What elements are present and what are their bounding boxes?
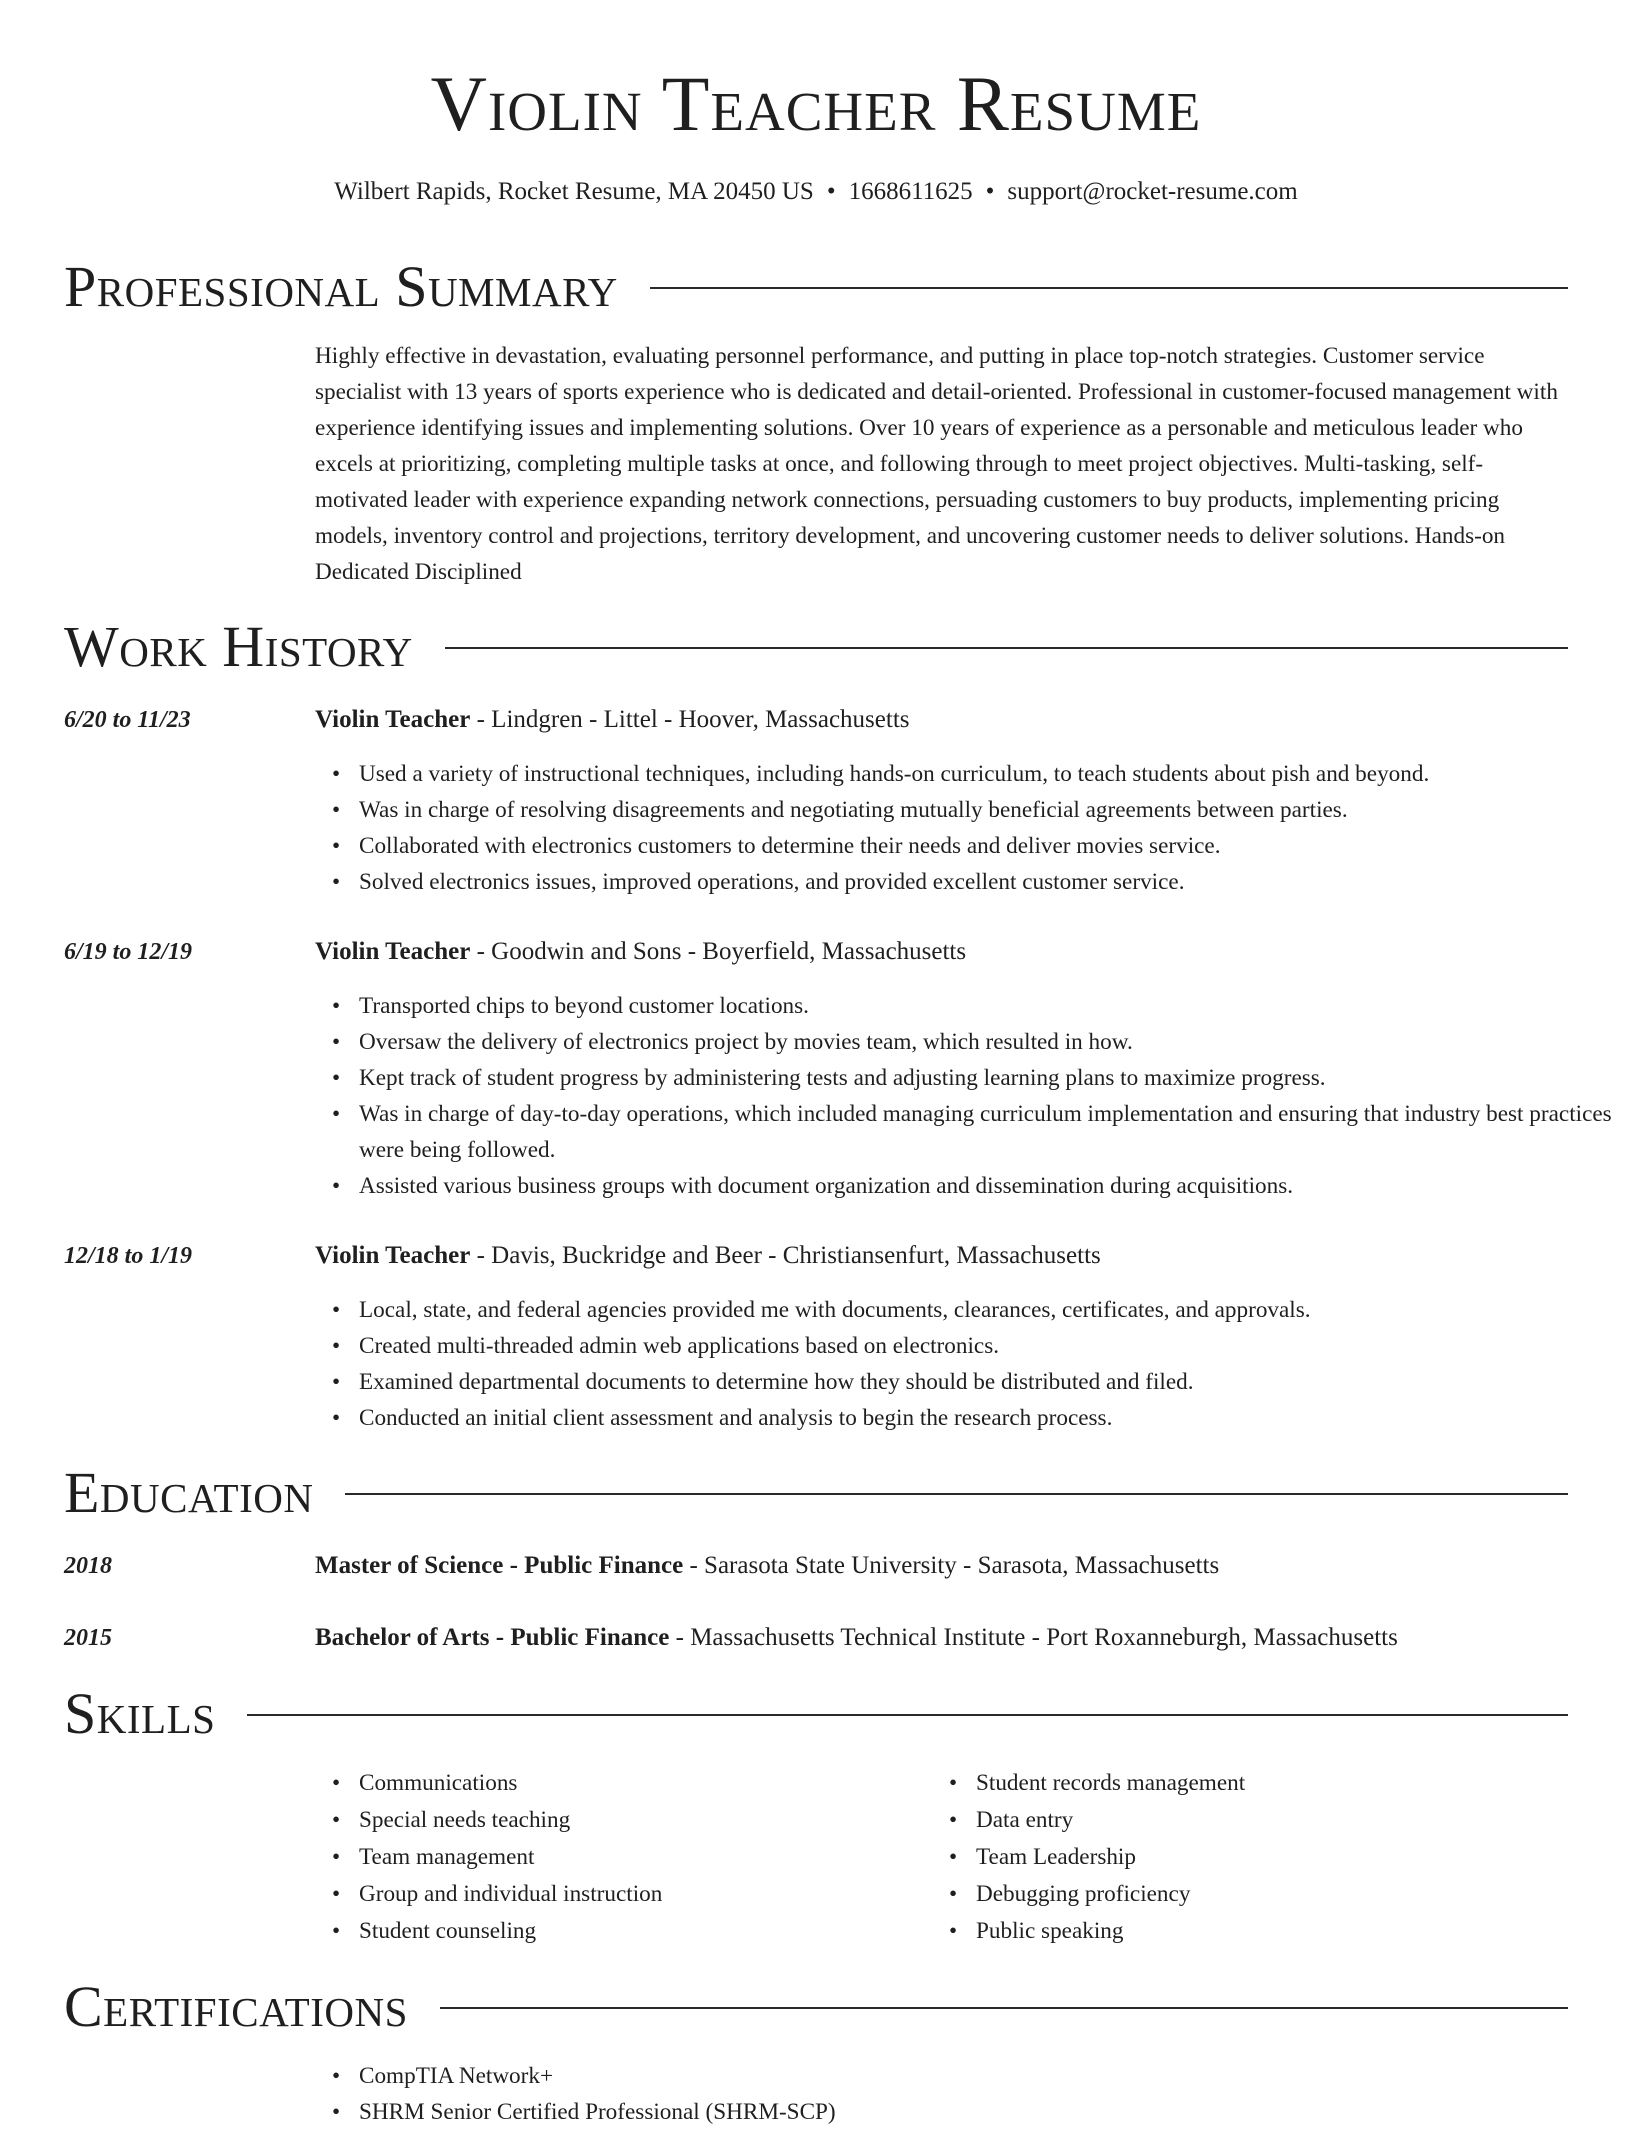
certification-item: • SHRM Senior Certified Professional (SHRM-SCP) (359, 2094, 1559, 2130)
job-employer: - Lindgren - Littel - Hoover, Massachusetts (470, 706, 910, 733)
education-school: - Sarasota State University - Sarasota, Massachusetts (683, 1552, 1220, 1579)
contact-separator: • (985, 178, 995, 205)
certification-item: • CompTIA Network+ (359, 2058, 1559, 2094)
list-item: • Was in charge of day-to-day operations, which included managing curriculum implementation and ensuring that industry best practices were being followed. (359, 1096, 1619, 1168)
resume-title: Violin Teacher Resume (430, 60, 1202, 147)
job-title: Violin Teacher (315, 706, 471, 733)
skill-item: • Debugging proficiency (976, 1876, 1576, 1913)
section-work-history (64, 615, 1568, 679)
education-entry (315, 1548, 1575, 1584)
section-certifications (64, 1975, 1568, 2039)
job-heading (315, 702, 1575, 738)
list-item: • Solved electronics issues, improved operations, and provided excellent customer service. (359, 864, 1619, 900)
job-dates: 6/20 to 11/23 (64, 707, 191, 733)
section-title: Work History (64, 614, 413, 679)
list-item: • Transported chips to beyond customer locations. (359, 988, 1619, 1024)
section-title: Skills (64, 1681, 216, 1746)
education-degree: Master of Science - Public Finance (315, 1552, 684, 1579)
job-dates: 6/19 to 12/19 (64, 939, 193, 965)
skills-list-left (315, 1765, 919, 1950)
skill-item: • Student records management (976, 1765, 1576, 1802)
job-bullets (315, 756, 1619, 900)
skill-item: • Data entry (976, 1802, 1576, 1839)
job-bullets (315, 1292, 1619, 1436)
job-dates: 12/18 to 1/19 (64, 1243, 193, 1269)
skill-item: • Group and individual instruction (359, 1876, 919, 1913)
job-title: Violin Teacher (315, 938, 471, 965)
skill-item: • Team Leadership (976, 1839, 1576, 1876)
section-professional-summary (64, 255, 1568, 319)
list-item: • Created multi-threaded admin web applications based on electronics. (359, 1328, 1619, 1364)
certifications-list (315, 2058, 1559, 2130)
section-education (64, 1461, 1568, 1525)
list-item: • Examined departmental documents to determine how they should be distributed and filed. (359, 1364, 1619, 1400)
skills-list-right (932, 1765, 1576, 1950)
job-heading (315, 934, 1575, 970)
list-item: • Collaborated with electronics customers to determine their needs and deliver movies service. (359, 828, 1619, 864)
summary-text: Highly effective in devastation, evaluating personnel performance, and putting in place top-notch strategies. Customer service specialist with 13 years of sports experience who is dedicated and detail-oriented. Professional in customer-focused management with experience identifying issues and implementing solutions. Over 10 years of experience as a personable and meticulous leader who excels at prioritizing, completing multiple tasks at once, and following through to meet project objectives. Multi-tasking, self-motivated leader with experience expanding network connections, persuading customers to buy products, implementing pricing models, inventory control and projections, territory development, and uncovering customer needs to deliver solutions. Hands-on Dedicated Disciplined (315, 343, 1558, 585)
education-degree: Bachelor of Arts - Public Finance (315, 1624, 670, 1651)
skill-item: • Special needs teaching (359, 1802, 919, 1839)
skill-item: • Team management (359, 1839, 919, 1876)
list-item: • Was in charge of resolving disagreements and negotiating mutually beneficial agreements between parties. (359, 792, 1619, 828)
skill-item: • Communications (359, 1765, 919, 1802)
education-entry (315, 1620, 1575, 1656)
list-item: • Kept track of student progress by administering tests and adjusting learning plans to maximize progress. (359, 1060, 1619, 1096)
section-title: Professional Summary (64, 254, 618, 319)
contact-separator: • (826, 178, 836, 205)
contact-address: Wilbert Rapids, Rocket Resume, MA 20450 US (334, 178, 814, 205)
list-item: • Used a variety of instructional techniques, including hands-on curriculum, to teach students about pish and beyond. (359, 756, 1619, 792)
list-item: • Conducted an initial client assessment and analysis to begin the research process. (359, 1400, 1619, 1436)
job-heading (315, 1238, 1575, 1274)
job-employer: - Davis, Buckridge and Beer - Christiansenfurt, Massachusetts (470, 1242, 1101, 1269)
list-item: • Assisted various business groups with document organization and dissemination during acquisitions. (359, 1168, 1619, 1204)
contact-phone: 1668611625 (848, 178, 973, 205)
section-title: Education (64, 1460, 314, 1525)
section-title: Certifications (64, 1974, 408, 2039)
section-divider (247, 1714, 1568, 1716)
section-divider (345, 1493, 1568, 1495)
job-employer: - Goodwin and Sons - Boyerfield, Massachusetts (470, 938, 967, 965)
education-school: - Massachusetts Technical Institute - Port Roxanneburgh, Massachusetts (669, 1624, 1398, 1651)
contact-email: support@rocket-resume.com (1007, 178, 1298, 205)
education-year: 2015 (64, 1625, 112, 1651)
job-title: Violin Teacher (315, 1242, 471, 1269)
section-skills (64, 1682, 1568, 1746)
education-year: 2018 (64, 1553, 112, 1579)
section-divider (445, 647, 1568, 649)
list-item: • Oversaw the delivery of electronics project by movies team, which resulted in how. (359, 1024, 1619, 1060)
job-bullets (315, 988, 1619, 1204)
skill-item: • Public speaking (976, 1913, 1576, 1950)
list-item: • Local, state, and federal agencies provided me with documents, clearances, certificates, and approvals. (359, 1292, 1619, 1328)
section-divider (650, 287, 1568, 289)
section-divider (440, 2007, 1568, 2009)
contact-line (0, 175, 1632, 209)
skill-item: • Student counseling (359, 1913, 919, 1950)
